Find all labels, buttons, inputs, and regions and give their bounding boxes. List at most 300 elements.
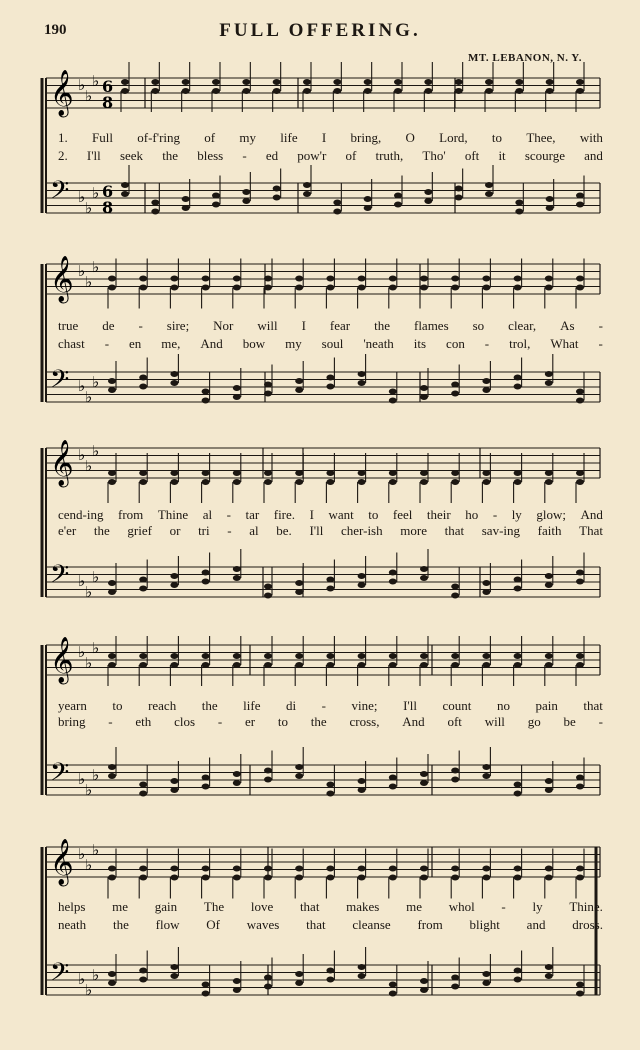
note-head xyxy=(515,209,523,215)
note-head xyxy=(420,771,428,777)
note-head xyxy=(451,285,459,291)
flat-sign-icon: ♭ xyxy=(85,388,93,406)
lyric-syllable: en xyxy=(129,336,142,351)
note-head xyxy=(545,653,553,659)
note-head xyxy=(485,88,493,94)
treble-clef-icon: 𝄞 xyxy=(50,256,74,302)
lyric-syllable: The xyxy=(203,899,225,914)
note-head xyxy=(358,380,366,386)
note-head xyxy=(264,584,272,590)
flat-sign-icon: ♭ xyxy=(85,199,93,217)
note-head xyxy=(233,780,241,786)
lyric-line-verse1 xyxy=(58,507,603,523)
note-head xyxy=(326,479,334,485)
note-head xyxy=(295,875,303,881)
lyric-syllable: that xyxy=(306,917,326,932)
note-head xyxy=(545,866,553,872)
note-head xyxy=(515,79,523,85)
note-head xyxy=(212,88,220,94)
flat-sign-icon: ♭ xyxy=(85,981,93,999)
note-head xyxy=(515,200,523,206)
flat-sign-icon: ♭ xyxy=(92,373,100,391)
lyric-syllable: more xyxy=(400,523,427,538)
note-head xyxy=(139,866,147,872)
note-head xyxy=(514,782,522,788)
composer-credit: MT. LEBANON, N. Y. xyxy=(467,52,582,64)
flat-sign-icon: ♭ xyxy=(78,76,86,94)
note-head xyxy=(420,653,428,659)
note-head xyxy=(545,875,553,881)
flat-sign-icon: ♭ xyxy=(92,766,100,784)
lyric-syllable: to xyxy=(491,130,503,145)
flat-sign-icon: ♭ xyxy=(85,583,93,601)
note-head xyxy=(389,784,397,790)
lyric-syllable: the xyxy=(112,917,129,932)
note-head xyxy=(576,79,584,85)
note-head xyxy=(295,580,303,586)
note-head xyxy=(295,866,303,872)
lyric-syllable: What xyxy=(550,336,579,351)
lyric-syllable: vine; xyxy=(351,698,378,713)
note-head xyxy=(576,866,584,872)
note-head xyxy=(545,662,553,668)
lyric-syllable: Of xyxy=(206,917,220,932)
note-head xyxy=(389,389,397,395)
lyric-syllable: of xyxy=(345,148,357,163)
flat-sign-icon: ♭ xyxy=(78,572,86,590)
note-head xyxy=(545,964,553,970)
lyric-syllable: Tho' xyxy=(422,148,446,163)
note-head xyxy=(273,186,281,192)
note-head xyxy=(482,662,490,668)
lyric-syllable: will xyxy=(257,318,278,333)
note-head xyxy=(170,875,178,881)
lyric-syllable: waves xyxy=(246,917,280,932)
note-head xyxy=(202,982,210,988)
lyric-syllable: tri xyxy=(198,523,210,538)
lyric-syllable: to xyxy=(112,698,123,713)
note-head xyxy=(233,276,241,282)
lyric-syllable: And xyxy=(402,714,425,729)
lyric-syllable: I'll xyxy=(86,148,101,163)
lyric-syllable: glow; xyxy=(536,507,566,522)
note-head xyxy=(139,470,147,476)
lyric-line-verse1 xyxy=(58,130,603,146)
lyric-syllable: and xyxy=(526,917,546,932)
note-head xyxy=(389,653,397,659)
lyric-syllable: er xyxy=(244,714,256,729)
lyric-syllable: the xyxy=(93,523,110,538)
note-head xyxy=(242,198,250,204)
lyric-syllable: its xyxy=(413,336,427,351)
note-head xyxy=(139,782,147,788)
note-head xyxy=(514,791,522,797)
time-signature-top: 6 xyxy=(102,77,114,96)
note-head xyxy=(451,653,459,659)
lyric-syllable: I'll xyxy=(309,523,324,538)
note-head xyxy=(389,479,397,485)
lyric-syllable: count xyxy=(442,698,472,713)
lyric-syllable: will xyxy=(484,714,505,729)
lyric-syllable: - xyxy=(492,507,498,522)
note-head xyxy=(170,582,178,588)
note-head xyxy=(326,577,334,583)
note-head xyxy=(358,653,366,659)
lyric-syllable: true xyxy=(58,318,79,333)
note-head xyxy=(358,371,366,377)
flat-sign-icon: ♭ xyxy=(78,845,86,863)
time-signature-bottom: 8 xyxy=(102,198,114,217)
flat-sign-icon: ♭ xyxy=(78,262,86,280)
note-head xyxy=(170,380,178,386)
flat-sign-icon: ♭ xyxy=(85,87,93,105)
lyric-syllable: bring, xyxy=(350,130,382,145)
lyric-syllable: no xyxy=(496,698,510,713)
note-head xyxy=(546,196,554,202)
lyric-syllable: yearn xyxy=(58,698,87,713)
note-head xyxy=(264,662,272,668)
note-head xyxy=(139,479,147,485)
note-head xyxy=(485,182,493,188)
note-head xyxy=(576,875,584,881)
lyric-syllable: want xyxy=(328,507,354,522)
lyric-syllable: clear, xyxy=(508,318,537,333)
lyric-syllable: faith xyxy=(537,523,562,538)
note-head xyxy=(451,768,459,774)
lyric-syllable: oft xyxy=(464,148,480,163)
note-head xyxy=(170,276,178,282)
note-head xyxy=(108,980,116,986)
note-head xyxy=(273,88,281,94)
flat-sign-icon: ♭ xyxy=(92,841,100,859)
lyric-syllable: that xyxy=(299,899,320,914)
note-head xyxy=(139,384,147,390)
flat-sign-icon: ♭ xyxy=(92,442,100,460)
note-head xyxy=(151,88,159,94)
lyric-syllable: eth xyxy=(135,714,152,729)
note-head xyxy=(233,566,241,572)
lyric-syllable: - xyxy=(242,148,247,163)
flat-sign-icon: ♭ xyxy=(78,446,86,464)
note-head xyxy=(242,79,250,85)
lyric-syllable: cher-ish xyxy=(341,523,383,538)
note-head xyxy=(139,875,147,881)
note-head xyxy=(364,196,372,202)
lyric-syllable: Thine. xyxy=(569,899,603,914)
lyric-syllable: the xyxy=(162,148,179,163)
note-head xyxy=(545,787,553,793)
note-head xyxy=(233,575,241,581)
note-head xyxy=(576,570,584,576)
lyric-syllable: bring xyxy=(58,714,86,729)
flat-sign-icon: ♭ xyxy=(85,273,93,291)
note-head xyxy=(514,285,522,291)
lyric-syllable: Thee, xyxy=(526,130,556,145)
lyric-syllable: the xyxy=(201,698,218,713)
lyric-syllable: 'neath xyxy=(363,336,394,351)
note-head xyxy=(233,978,241,984)
lyric-syllable: reach xyxy=(148,698,177,713)
note-head xyxy=(182,79,190,85)
lyric-syllable: bless xyxy=(197,148,224,163)
time-signature-top: 6 xyxy=(102,182,114,201)
lyric-syllable: di xyxy=(286,698,297,713)
note-head xyxy=(545,285,553,291)
lyric-syllable: I xyxy=(321,130,327,145)
note-head xyxy=(482,773,490,779)
note-head xyxy=(303,88,311,94)
note-head xyxy=(358,866,366,872)
note-head xyxy=(420,875,428,881)
note-head xyxy=(424,88,432,94)
flat-sign-icon: ♭ xyxy=(78,970,86,988)
note-head xyxy=(576,398,584,404)
note-head xyxy=(514,470,522,476)
note-head xyxy=(108,378,116,384)
note-head xyxy=(451,975,459,981)
note-head xyxy=(389,875,397,881)
note-head xyxy=(482,580,490,586)
lyric-syllable: sire; xyxy=(166,318,190,333)
note-head xyxy=(451,866,459,872)
lyric-syllable: pain xyxy=(535,698,558,713)
note-head xyxy=(121,191,129,197)
note-head xyxy=(170,787,178,793)
note-head xyxy=(151,79,159,85)
lyric-syllable: of-f'ring xyxy=(137,130,181,145)
note-head xyxy=(545,380,553,386)
lyric-syllable: Full xyxy=(92,130,113,145)
lyric-syllable: - xyxy=(598,336,603,351)
note-head xyxy=(233,653,241,659)
note-head xyxy=(389,276,397,282)
lyric-syllable: I'll xyxy=(403,698,417,713)
note-head xyxy=(303,191,311,197)
note-head xyxy=(451,391,459,397)
note-head xyxy=(182,88,190,94)
lyric-syllable: - xyxy=(598,318,603,333)
note-head xyxy=(420,385,428,391)
note-head xyxy=(485,79,493,85)
note-head xyxy=(482,276,490,282)
note-head xyxy=(295,470,303,476)
note-head xyxy=(139,968,147,974)
note-head xyxy=(482,285,490,291)
lyric-syllable: 2. xyxy=(58,148,68,163)
lyric-syllable: fear xyxy=(329,318,351,333)
lyric-line-verse2 xyxy=(58,336,603,352)
note-head xyxy=(242,88,250,94)
note-head xyxy=(202,991,210,997)
note-head xyxy=(233,285,241,291)
note-head xyxy=(295,773,303,779)
lyric-syllable: the xyxy=(310,714,327,729)
note-head xyxy=(545,470,553,476)
note-head xyxy=(326,968,334,974)
lyric-syllable: - xyxy=(108,714,113,729)
note-head xyxy=(170,778,178,784)
lyric-syllable: con xyxy=(446,336,465,351)
note-head xyxy=(482,980,490,986)
note-head xyxy=(420,662,428,668)
note-head xyxy=(170,866,178,872)
note-head xyxy=(482,764,490,770)
note-head xyxy=(420,470,428,476)
lyric-syllable: de xyxy=(102,318,115,333)
note-head xyxy=(233,394,241,400)
note-head xyxy=(295,285,303,291)
note-head xyxy=(295,662,303,668)
note-head xyxy=(389,982,397,988)
note-head xyxy=(424,198,432,204)
note-head xyxy=(233,479,241,485)
note-head xyxy=(546,88,554,94)
note-head xyxy=(576,88,584,94)
note-head xyxy=(451,276,459,282)
lyric-syllable: sav-ing xyxy=(481,523,521,538)
note-head xyxy=(202,775,210,781)
note-head xyxy=(326,866,334,872)
lyric-syllable: so xyxy=(472,318,485,333)
note-head xyxy=(514,375,522,381)
note-head xyxy=(482,479,490,485)
flat-sign-icon: ♭ xyxy=(92,966,100,984)
note-head xyxy=(295,653,303,659)
flat-sign-icon: ♭ xyxy=(85,457,93,475)
lyric-syllable: ly xyxy=(532,899,543,914)
note-head xyxy=(389,866,397,872)
note-head xyxy=(482,470,490,476)
lyric-line-verse2 xyxy=(58,917,603,933)
lyric-syllable: my xyxy=(239,130,257,145)
lyric-syllable: pow'r xyxy=(297,148,327,163)
note-head xyxy=(514,586,522,592)
note-head xyxy=(364,88,372,94)
bass-clef-icon: 𝄢 xyxy=(50,365,70,400)
lyric-syllable: me, xyxy=(161,336,181,351)
note-head xyxy=(333,79,341,85)
note-head xyxy=(326,791,334,797)
lyric-syllable: from xyxy=(118,507,144,522)
note-head xyxy=(326,653,334,659)
note-head xyxy=(389,775,397,781)
note-head xyxy=(295,764,303,770)
note-head xyxy=(389,285,397,291)
lyric-syllable: to xyxy=(368,507,379,522)
note-head xyxy=(482,971,490,977)
lyric-syllable: Thine xyxy=(157,507,189,522)
note-head xyxy=(424,189,432,195)
note-head xyxy=(233,385,241,391)
page-number: 190 xyxy=(44,22,67,38)
lyric-syllable: grief xyxy=(127,523,152,538)
lyric-syllable: gain xyxy=(154,899,178,914)
note-head xyxy=(451,662,459,668)
note-head xyxy=(389,570,397,576)
note-head xyxy=(212,193,220,199)
note-head xyxy=(139,653,147,659)
note-head xyxy=(202,875,210,881)
lyric-syllable: - xyxy=(138,318,143,333)
note-head xyxy=(451,584,459,590)
note-head xyxy=(576,982,584,988)
note-head xyxy=(576,991,584,997)
note-head xyxy=(326,977,334,983)
note-head xyxy=(108,875,116,881)
lyric-syllable: soul xyxy=(321,336,344,351)
note-head xyxy=(514,977,522,983)
note-head xyxy=(358,479,366,485)
note-head xyxy=(451,382,459,388)
lyric-syllable: flow xyxy=(155,917,180,932)
note-head xyxy=(420,866,428,872)
lyric-syllable: Lord, xyxy=(439,130,468,145)
note-head xyxy=(455,79,463,85)
lyric-syllable: from xyxy=(417,917,443,932)
note-head xyxy=(420,394,428,400)
note-head xyxy=(139,285,147,291)
lyric-syllable: O xyxy=(405,130,415,145)
note-head xyxy=(545,573,553,579)
note-head xyxy=(121,79,129,85)
note-head xyxy=(420,575,428,581)
note-head xyxy=(295,378,303,384)
lyric-syllable: I xyxy=(301,318,306,333)
lyric-syllable: trol, xyxy=(509,336,531,351)
lyric-syllable: I xyxy=(309,507,314,522)
note-head xyxy=(108,479,116,485)
flat-sign-icon: ♭ xyxy=(92,184,100,202)
note-head xyxy=(514,875,522,881)
note-head xyxy=(576,579,584,585)
flat-sign-icon: ♭ xyxy=(78,643,86,661)
flat-sign-icon: ♭ xyxy=(92,72,100,90)
note-head xyxy=(170,470,178,476)
note-head xyxy=(326,586,334,592)
note-head xyxy=(576,662,584,668)
note-head xyxy=(394,202,402,208)
note-head xyxy=(455,88,463,94)
note-head xyxy=(576,389,584,395)
note-head xyxy=(514,276,522,282)
flat-sign-icon: ♭ xyxy=(92,568,100,586)
note-head xyxy=(389,579,397,585)
note-head xyxy=(576,784,584,790)
flat-sign-icon: ♭ xyxy=(85,654,93,672)
note-head xyxy=(326,782,334,788)
note-head xyxy=(212,79,220,85)
treble-clef-icon: 𝄞 xyxy=(50,839,74,885)
note-head xyxy=(264,975,272,981)
note-head xyxy=(108,866,116,872)
note-head xyxy=(451,593,459,599)
lyric-syllable: that xyxy=(444,523,465,538)
note-head xyxy=(202,784,210,790)
flat-sign-icon: ♭ xyxy=(78,377,86,395)
lyric-syllable: oft xyxy=(447,714,462,729)
treble-clef-icon: 𝄞 xyxy=(50,637,74,683)
note-head xyxy=(108,764,116,770)
note-head xyxy=(545,973,553,979)
note-head xyxy=(170,964,178,970)
note-head xyxy=(264,875,272,881)
bass-clef-icon: 𝄢 xyxy=(50,176,70,211)
note-head xyxy=(364,205,372,211)
note-head xyxy=(233,771,241,777)
note-head xyxy=(108,470,116,476)
note-head xyxy=(358,778,366,784)
note-head xyxy=(514,577,522,583)
